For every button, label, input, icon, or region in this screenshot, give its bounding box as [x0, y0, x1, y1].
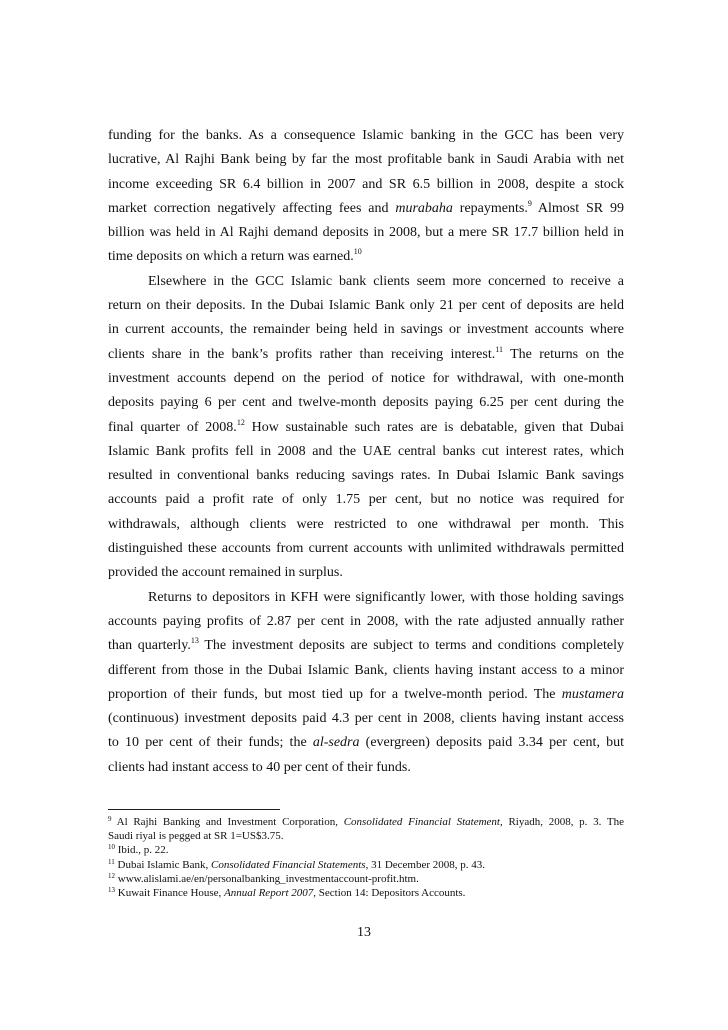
footnote-number: 12	[108, 871, 115, 880]
footnote-number: 11	[108, 857, 115, 866]
text-line: than quarterly.$^{13}$ The investment deposits are subject to terms and conditions completely	[108, 636, 624, 654]
text-line: accounts paid a profit rate of only 1.75 per cent, but no notice was required for	[108, 492, 624, 508]
footnote-number: 13	[108, 886, 115, 895]
text-line: distinguished these accounts from current accounts with unlimited withdrawals permitted	[108, 541, 624, 557]
text-line: accounts paying profits of 2.87 per cent in 2008, with the rate adjusted annually rather	[108, 613, 624, 629]
footnote-number: 10	[108, 843, 115, 852]
text-line: provided the account remained in surplus.	[108, 565, 343, 581]
text-line: different from those in the Dubai Islamic Bank, clients having instant access to a minor	[108, 662, 624, 678]
text-line: return on their deposits. In the Dubai Islamic Bank only 21 per cent of deposits are held	[108, 298, 624, 314]
footnote-ref: 11	[495, 344, 503, 354]
text-line: withdrawals, although clients were restricted to one withdrawal per month. This	[108, 516, 624, 532]
text-line: billion was held in Al Rajhi demand deposits in 2008, but a mere SR 17.7 billion held in	[108, 225, 624, 241]
footnote-ref: 9	[527, 198, 532, 208]
text-line: final quarter of 2008.12 How sustainable such rates are is debatable, given that Dubai	[108, 417, 625, 435]
page-number: 13	[357, 925, 371, 940]
paragraph	[108, 270, 624, 586]
italic-text: murabaha	[395, 200, 453, 216]
text-line: clients share in the bank’s profits rather than receiving interest.$^{11}$ The returns on the	[108, 344, 624, 362]
footnote-line: $^{10}$ Ibid., p. 22.	[108, 843, 169, 857]
italic-text: Annual Report 2007,	[224, 887, 317, 900]
text-line: lucrative, Al Rajhi Bank being by far the most profitable bank in Saudi Arabia with net	[108, 152, 624, 168]
footnote-separator	[108, 809, 280, 810]
text-line: investment accounts depend on the period of notice for withdrawal, with one-month	[108, 370, 624, 386]
footnote-ref: 13	[190, 636, 199, 646]
text-line: funding for the banks. As a consequence Islamic banking in the GCC has been very	[108, 128, 624, 143]
text-line: time deposits on which a return was earned.$^{10}$	[108, 247, 362, 265]
italic-text: Consolidated Financial Statements	[210, 858, 366, 871]
text-line: resulted in conventional banks reducing savings rates. In Dubai Islamic Bank savings	[108, 468, 624, 484]
footnote-ref: 12	[236, 417, 245, 427]
text-line: Elsewhere in the GCC Islamic bank clients seem more concerned to receive a	[148, 273, 624, 289]
footnote-line: $^9$ Al Rajhi Banking and Investment Corporation, Consolidated Financial Statement, Riyadh, 2008, p. 3. The	[108, 815, 625, 828]
text-line: clients had instant access to 40 per cent of their funds.	[108, 759, 411, 775]
text-line: proportion of their funds, but most tied up for a twelve-month period. The mustamera	[108, 686, 624, 702]
text-line: to 10 per cent of their funds; the al-sedra (evergreen) deposits paid 3.34 per cent, but	[108, 735, 625, 751]
footnote-line: Saudi riyal is pegged at SR 1=US$3.75.	[108, 830, 284, 843]
text-line: (continuous) investment deposits paid 4.3 per cent in 2008, clients having instant access	[108, 711, 624, 727]
text-line: income exceeding SR 6.4 billion in 2007 and SR 6.5 billion in 2008, despite a stock	[108, 176, 624, 192]
text-line: Islamic Bank profits fell in 2008 and the UAE central banks cut interest rates, which	[108, 443, 624, 459]
italic-text: mustamera	[561, 686, 624, 702]
body-text	[108, 124, 624, 780]
italic-text: Consolidated Financial Statement	[343, 816, 500, 828]
footnote-line: $^{13}$ Kuwait Finance House, Annual Report 2007, Section 14: Depositors Accounts.	[108, 886, 466, 900]
paragraph	[108, 124, 624, 270]
text-line: Returns to depositors in KFH were significantly lower, with those holding savings	[148, 589, 624, 605]
footnote-ref: 10	[353, 247, 362, 257]
footnote-line: $^{12}$ www.alislami.ae/en/personalbanking_investmentaccount-profit.htm.	[108, 871, 419, 885]
text-line: market correction negatively affecting fees and murabaha repayments.$^9$ Almost SR 99	[108, 198, 624, 216]
text-line: deposits paying 6 per cent and twelve-month deposits paying 6.25 per cent during the	[108, 395, 624, 411]
footnote-number: 9	[108, 815, 112, 823]
paragraph	[108, 586, 624, 780]
text-line: in current accounts, the remainder being held in savings or investment accounts where	[108, 322, 624, 338]
footnotes	[108, 815, 624, 900]
italic-text: al-sedra	[312, 735, 360, 751]
footnote-line: $^{11}$ Dubai Islamic Bank, Consolidated Financial Statements, 31 December 2008, p. 43.	[108, 857, 486, 871]
